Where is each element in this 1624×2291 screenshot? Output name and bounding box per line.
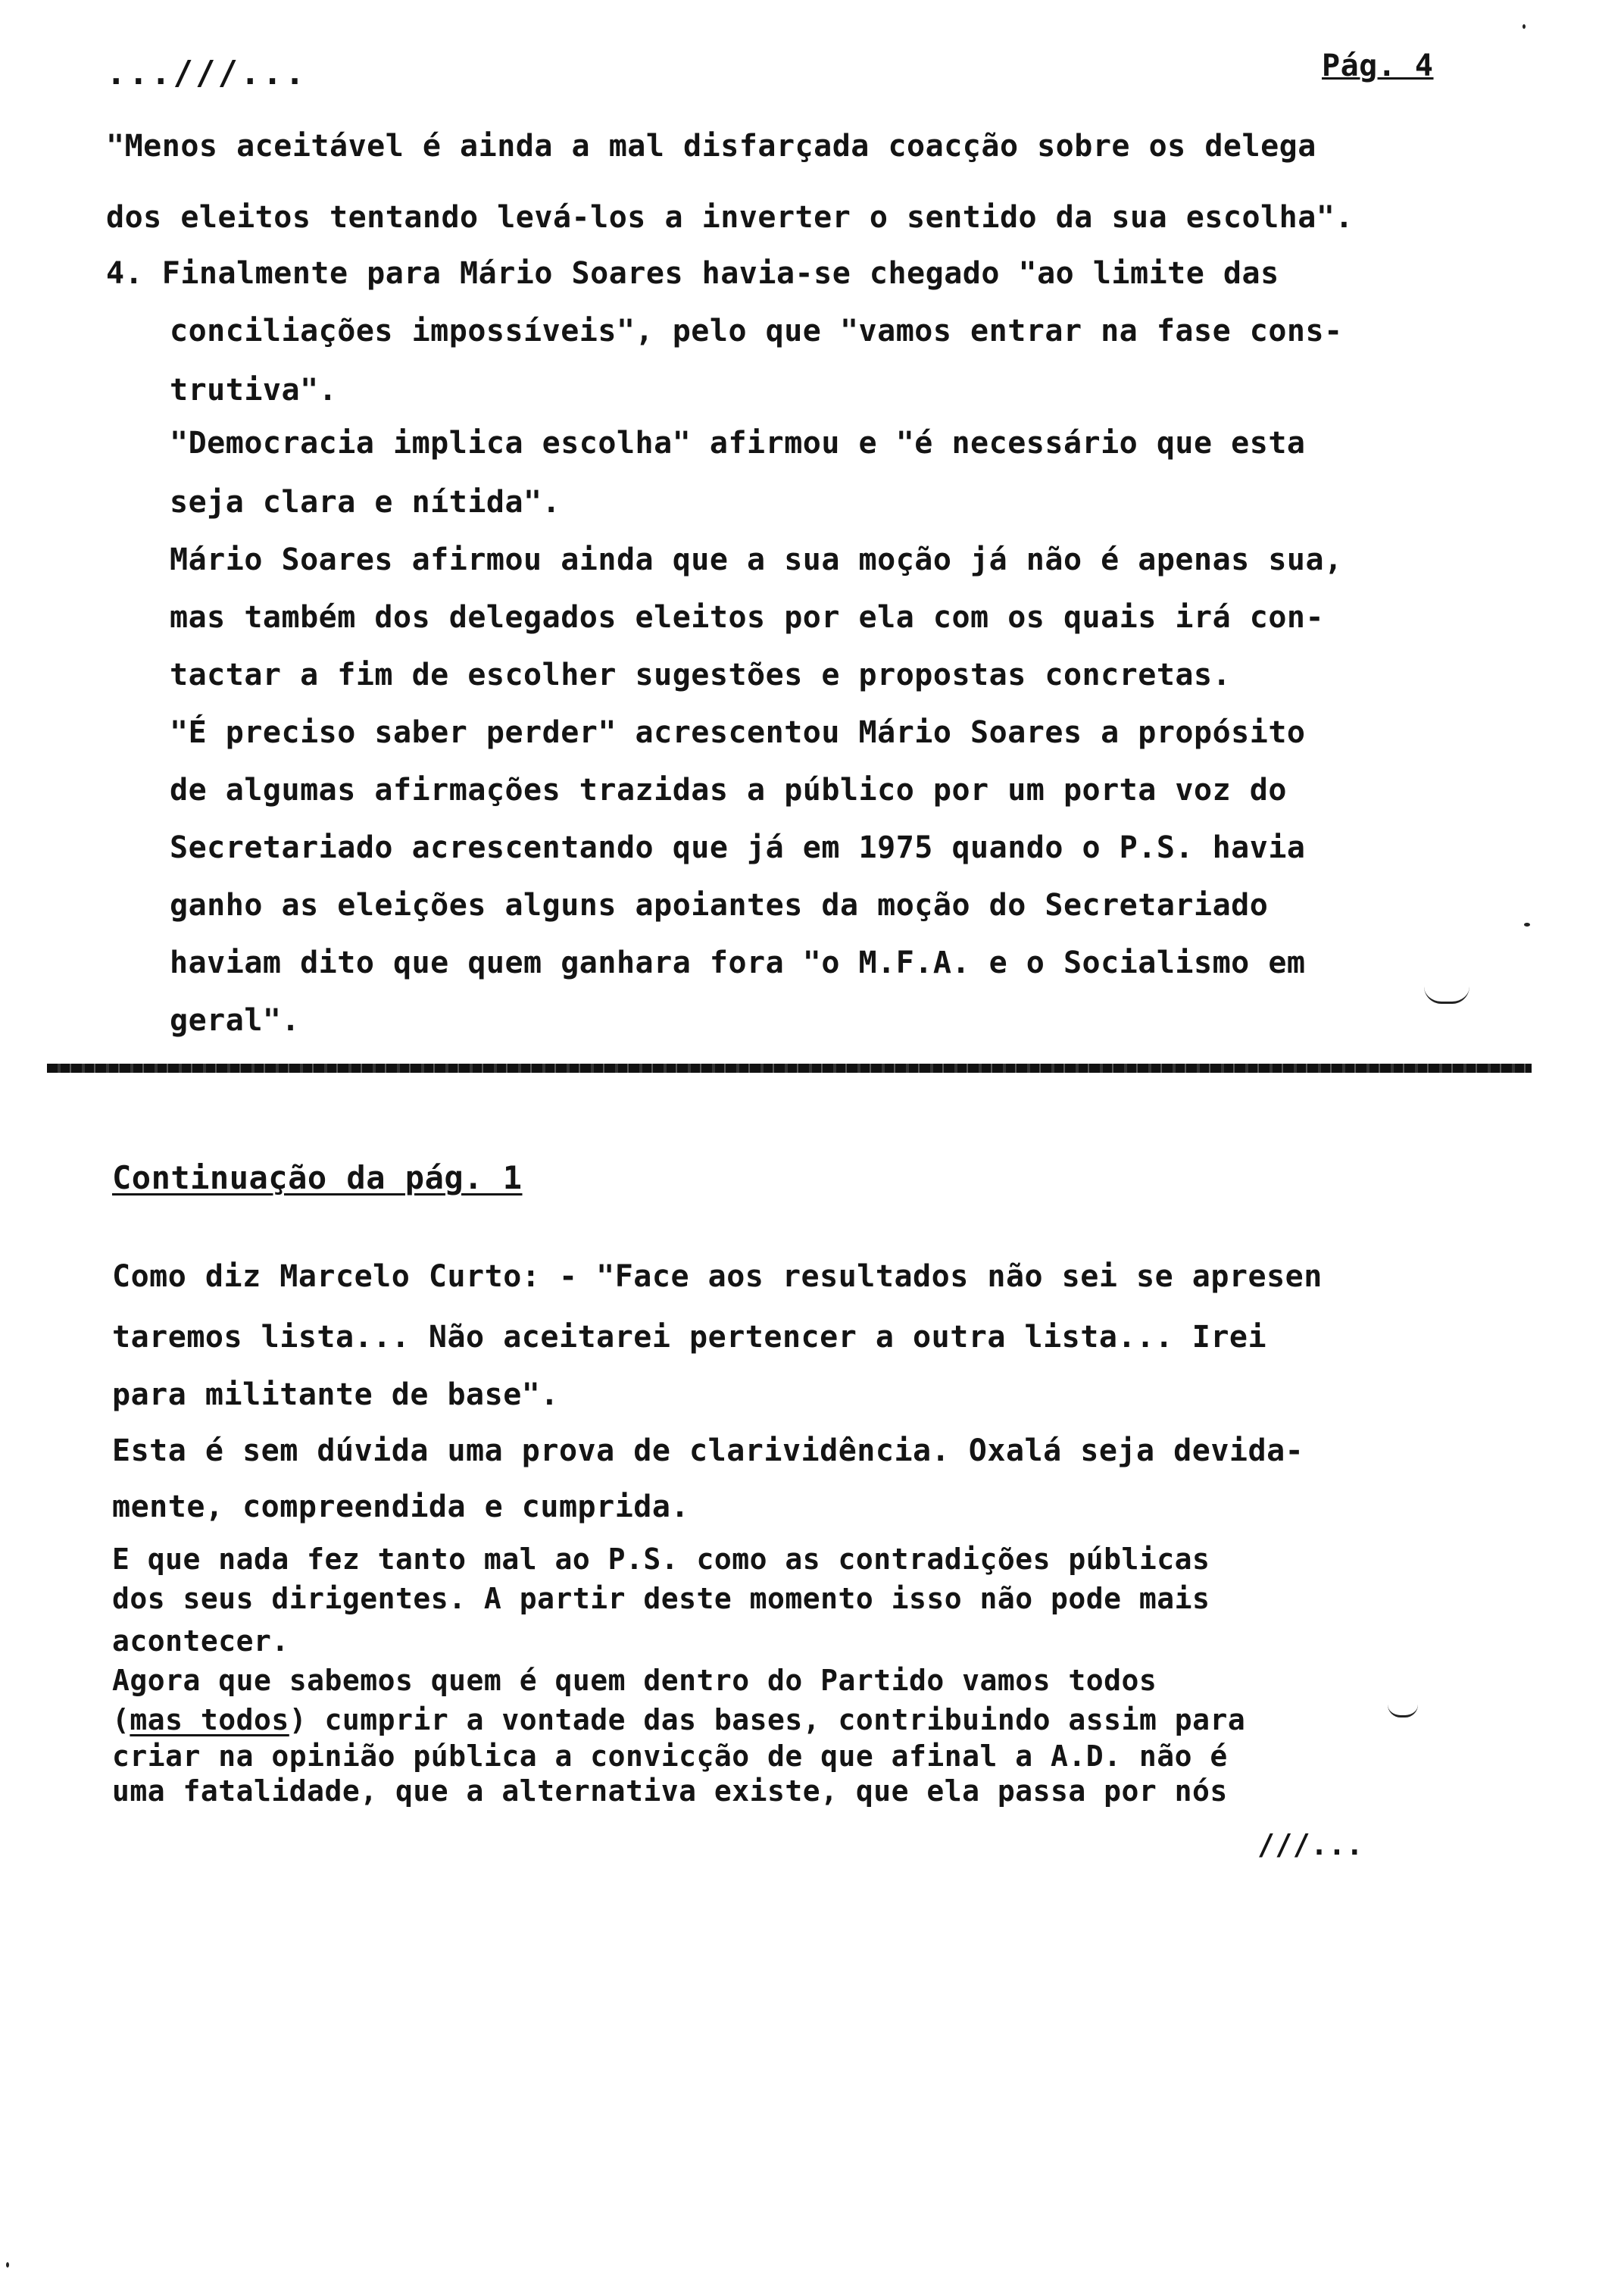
- handwritten-stroke: [1388, 1705, 1418, 1717]
- text-line: acontecer.: [112, 1624, 289, 1658]
- text-line: Agora que sabemos quem é quem dentro do Partido vamos todos: [112, 1664, 1157, 1697]
- speck-mark: [1522, 24, 1526, 29]
- speck-mark: [1524, 923, 1530, 927]
- text-line: tactar a fim de escolher sugestões e propostas concretas.: [170, 658, 1232, 692]
- text-line: ganho as eleições alguns apoiantes da moção do Secretariado: [170, 888, 1269, 923]
- text-line: haviam dito que quem ganhara fora "o M.F.A. e o Socialismo em: [170, 945, 1306, 980]
- text-line: Como diz Marcelo Curto: - "Face aos resultados não sei se apresen: [112, 1259, 1323, 1294]
- speck-mark: [6, 2262, 9, 2268]
- text-line: seja clara e nítida".: [170, 485, 561, 520]
- text-line: para militante de base".: [112, 1377, 559, 1412]
- end-continuation-mark: ///...: [1257, 1828, 1364, 1861]
- text-line: taremos lista... Não aceitarei pertencer a outra lista... Irei: [112, 1320, 1267, 1355]
- text-line: "Menos aceitável é ainda a mal disfarçada coacção sobre os delega: [106, 129, 1316, 164]
- text-line: Secretariado acrescentando que já em 1975 quando o P.S. havia: [170, 830, 1306, 865]
- text-line: E que nada fez tanto mal ao P.S. como as contradições públicas: [112, 1542, 1210, 1576]
- text-line: 4. Finalmente para Mário Soares havia-se chegado "ao limite das: [106, 256, 1279, 291]
- text-line: dos seus dirigentes. A partir deste momento isso não pode mais: [112, 1582, 1210, 1615]
- page-number: Pág. 4: [1322, 48, 1434, 83]
- text-line: [112, 1703, 1246, 1736]
- header-continuation-mark: ...///...: [106, 54, 308, 92]
- handwritten-stroke: [1424, 986, 1469, 1004]
- text-line: mas também dos delegados eleitos por ela com os quais irá con-: [170, 600, 1325, 635]
- section-heading: Continuação da pág. 1: [112, 1159, 523, 1196]
- text-line: Mário Soares afirmou ainda que a sua moção já não é apenas sua,: [170, 542, 1343, 577]
- text-fragment: (: [112, 1703, 130, 1736]
- text-line: uma fatalidade, que a alternativa existe, que ela passa por nós: [112, 1774, 1228, 1808]
- text-line: "É preciso saber perder" acrescentou Mário Soares a propósito: [170, 715, 1306, 750]
- text-line: dos eleitos tentando levá-los a inverter o sentido da sua escolha".: [106, 200, 1354, 235]
- section-divider: [47, 1064, 1532, 1073]
- text-fragment: ) cumprir a vontade das bases, contribuindo assim para: [289, 1703, 1246, 1736]
- text-line: criar na opinião pública a convicção de que afinal a A.D. não é: [112, 1739, 1228, 1773]
- text-line: "Democracia implica escolha" afirmou e "é necessário que esta: [170, 426, 1306, 461]
- text-line: de algumas afirmações trazidas a público por um porta voz do: [170, 773, 1287, 808]
- underlined-emphasis: mas todos: [130, 1703, 289, 1736]
- text-line: trutiva".: [170, 373, 338, 408]
- text-line: mente, compreendida e cumprida.: [112, 1489, 690, 1524]
- text-line: conciliações impossíveis", pelo que "vamos entrar na fase cons-: [170, 314, 1343, 348]
- text-line: Esta é sem dúvida uma prova de clarividência. Oxalá seja devida-: [112, 1433, 1304, 1468]
- text-line: geral".: [170, 1003, 301, 1038]
